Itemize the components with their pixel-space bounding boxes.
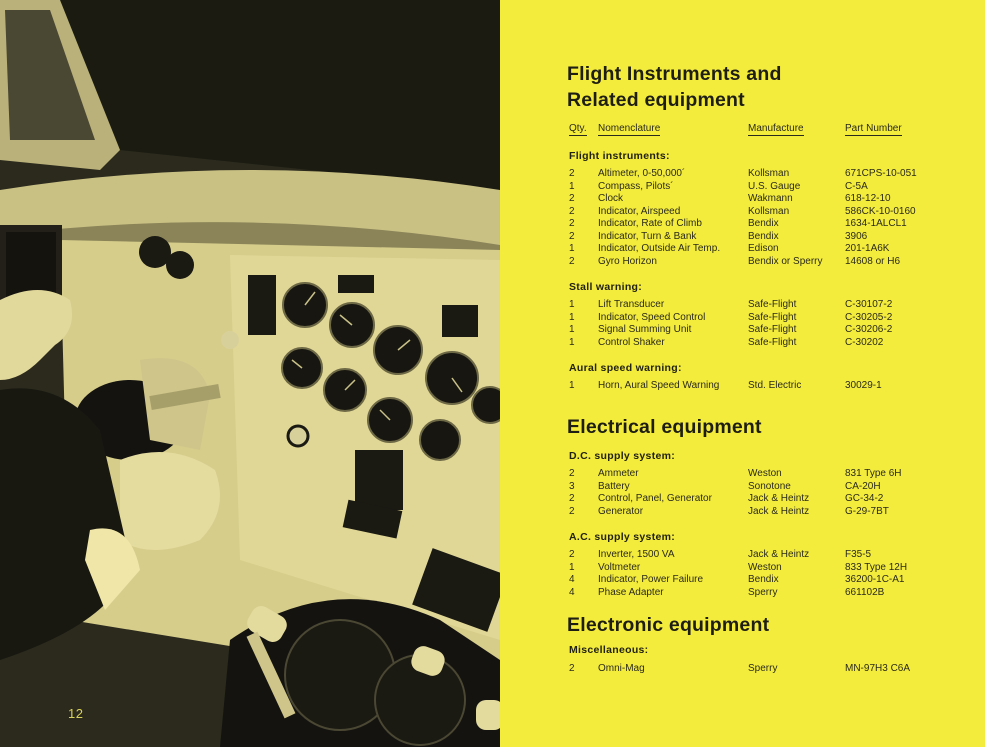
cell-part-number: 831 Type 6H — [845, 468, 902, 479]
cell-manufacture: Jack & Heintz — [748, 549, 810, 560]
cell-qty: 1 — [569, 561, 575, 573]
cell-qty: 4 — [569, 574, 575, 585]
cell-nomenclature: Clock — [598, 193, 624, 204]
cell-qty: 2 — [569, 193, 575, 204]
cell-part-number: C-30206-2 — [845, 324, 893, 335]
cell-part-number: 618-12-10 — [845, 193, 891, 204]
column-header-qty: Qty. — [569, 123, 587, 134]
cell-qty: 1 — [569, 311, 575, 323]
column-header-part-number: Part Number — [845, 123, 902, 134]
group-label-dc-supply: D.C. supply system: — [569, 450, 676, 462]
cell-nomenclature: Omni-Mag — [598, 663, 645, 674]
cell-manufacture: Wakmann — [748, 193, 793, 204]
cell-nomenclature: Compass, Pilots´ — [598, 180, 674, 192]
cell-nomenclature: Control Shaker — [598, 336, 665, 348]
table-row — [500, 218, 985, 231]
cell-nomenclature: Voltmeter — [598, 561, 641, 573]
table-row — [500, 206, 985, 219]
cell-nomenclature: Indicator, Rate of Climb — [598, 218, 702, 229]
cell-nomenclature: Control, Panel, Generator — [598, 493, 712, 504]
cell-manufacture: Sperry — [748, 586, 778, 598]
cell-qty: 1 — [569, 324, 575, 335]
table-row — [500, 243, 985, 256]
table-row — [500, 549, 985, 562]
cell-part-number: 14608 or H6 — [845, 255, 901, 267]
equipment-list-page — [500, 0, 985, 747]
cell-manufacture: Weston — [748, 561, 782, 573]
page-number: 12 — [68, 706, 84, 721]
cell-qty: 1 — [569, 336, 575, 348]
cell-qty: 2 — [569, 663, 575, 674]
cell-qty: 2 — [569, 255, 575, 267]
cell-nomenclature: Indicator, Outside Air Temp. — [598, 243, 721, 254]
table-row — [500, 324, 985, 337]
group-label-aural-speed-warning: Aural speed warning: — [569, 362, 682, 374]
table-row — [500, 168, 985, 181]
cell-part-number: 586CK-10-0160 — [845, 205, 916, 217]
cell-part-number: MN-97H3 C6A — [845, 663, 911, 674]
cell-qty: 3 — [569, 480, 575, 492]
cell-manufacture: Safe-Flight — [748, 299, 797, 310]
cell-qty: 4 — [569, 586, 575, 598]
cell-nomenclature: Generator — [598, 505, 644, 517]
cell-qty: 2 — [569, 218, 575, 229]
cell-manufacture: Bendix — [748, 218, 779, 229]
cell-qty: 1 — [569, 380, 575, 391]
table-row — [500, 506, 985, 519]
cell-part-number: 3906 — [845, 230, 868, 242]
cell-manufacture: Jack & Heintz — [748, 505, 810, 517]
table-row — [500, 380, 985, 393]
cell-manufacture: Safe-Flight — [748, 336, 797, 348]
cell-qty: 2 — [569, 549, 575, 560]
table-row — [500, 493, 985, 506]
cell-part-number: 661102B — [845, 586, 885, 598]
section-title-flight-line1: Flight Instruments and — [567, 63, 782, 85]
table-row — [500, 574, 985, 587]
cell-qty: 2 — [569, 205, 575, 217]
cell-manufacture: Bendix or Sperry — [748, 255, 823, 267]
cell-nomenclature: Horn, Aural Speed Warning — [598, 380, 720, 391]
cell-nomenclature: Indicator, Speed Control — [598, 311, 706, 323]
cell-nomenclature: Altimeter, 0-50,000´ — [598, 168, 686, 179]
group-label-ac-supply: A.C. supply system: — [569, 531, 676, 543]
group-label-flight-instruments: Flight instruments: — [569, 150, 670, 162]
table-row — [500, 299, 985, 312]
group-label-stall-warning: Stall warning: — [569, 281, 643, 293]
cell-part-number: GC-34-2 — [845, 493, 884, 504]
cell-manufacture: Bendix — [748, 230, 779, 242]
cell-part-number: F35-5 — [845, 549, 872, 560]
cell-nomenclature: Indicator, Airspeed — [598, 205, 681, 217]
cell-part-number: C-5A — [845, 180, 868, 192]
cell-part-number: C-30107-2 — [845, 299, 893, 310]
table-row — [500, 256, 985, 269]
cell-nomenclature: Battery — [598, 480, 630, 492]
cell-nomenclature: Indicator, Power Failure — [598, 574, 704, 585]
cell-qty: 2 — [569, 230, 575, 242]
cell-part-number: 671CPS-10-051 — [845, 168, 917, 179]
cell-part-number: 1634-1ALCL1 — [845, 218, 907, 229]
table-row — [500, 337, 985, 350]
cell-manufacture: Kollsman — [748, 205, 790, 217]
cell-manufacture: Jack & Heintz — [748, 493, 810, 504]
table-row — [500, 562, 985, 575]
cell-manufacture: Weston — [748, 468, 782, 479]
section-title-electrical: Electrical equipment — [567, 416, 762, 438]
table-row — [500, 481, 985, 494]
cell-manufacture: Std. Electric — [748, 380, 802, 391]
cell-nomenclature: Lift Transducer — [598, 299, 665, 310]
cell-manufacture: Safe-Flight — [748, 311, 797, 323]
section-title-flight-line2: Related equipment — [567, 89, 745, 111]
cell-part-number: C-30205-2 — [845, 311, 893, 323]
cell-qty: 1 — [569, 180, 575, 192]
column-header-manufacture: Manufacture — [748, 123, 804, 134]
cell-qty: 2 — [569, 468, 575, 479]
cell-nomenclature: Inverter, 1500 VA — [598, 549, 675, 560]
column-header-nomenclature: Nomenclature — [598, 123, 661, 134]
table-row — [500, 468, 985, 481]
cell-manufacture: Kollsman — [748, 168, 790, 179]
cell-part-number: G-29-7BT — [845, 505, 889, 517]
cell-manufacture: Edison — [748, 243, 779, 254]
cell-qty: 2 — [569, 493, 575, 504]
cell-qty: 2 — [569, 168, 575, 179]
cell-manufacture: U.S. Gauge — [748, 180, 801, 192]
cell-part-number: 30029-1 — [845, 380, 882, 391]
cell-nomenclature: Phase Adapter — [598, 586, 664, 598]
cell-qty: 1 — [569, 299, 575, 310]
cell-manufacture: Sperry — [748, 663, 778, 674]
table-row — [500, 587, 985, 600]
cell-nomenclature: Gyro Horizon — [598, 255, 657, 267]
section-title-electronic: Electronic equipment — [567, 614, 770, 636]
cell-manufacture: Sonotone — [748, 480, 791, 492]
cell-manufacture: Safe-Flight — [748, 324, 797, 335]
group-label-miscellaneous: Miscellaneous: — [569, 644, 649, 656]
cell-nomenclature: Signal Summing Unit — [598, 324, 692, 335]
table-row — [500, 231, 985, 244]
cell-part-number: C-30202 — [845, 336, 884, 348]
cell-part-number: CA-20H — [845, 480, 881, 492]
table-row — [500, 663, 985, 676]
cell-manufacture: Bendix — [748, 574, 779, 585]
cell-part-number: 833 Type 12H — [845, 561, 908, 573]
cell-qty: 1 — [569, 243, 575, 254]
cell-part-number: 201-1A6K — [845, 243, 890, 254]
cell-nomenclature: Indicator, Turn & Bank — [598, 230, 697, 242]
table-row — [500, 312, 985, 325]
cell-qty: 2 — [569, 505, 575, 517]
table-row — [500, 193, 985, 206]
cell-part-number: 36200-1C-A1 — [845, 574, 905, 585]
cell-nomenclature: Ammeter — [598, 468, 639, 479]
table-row — [500, 181, 985, 194]
